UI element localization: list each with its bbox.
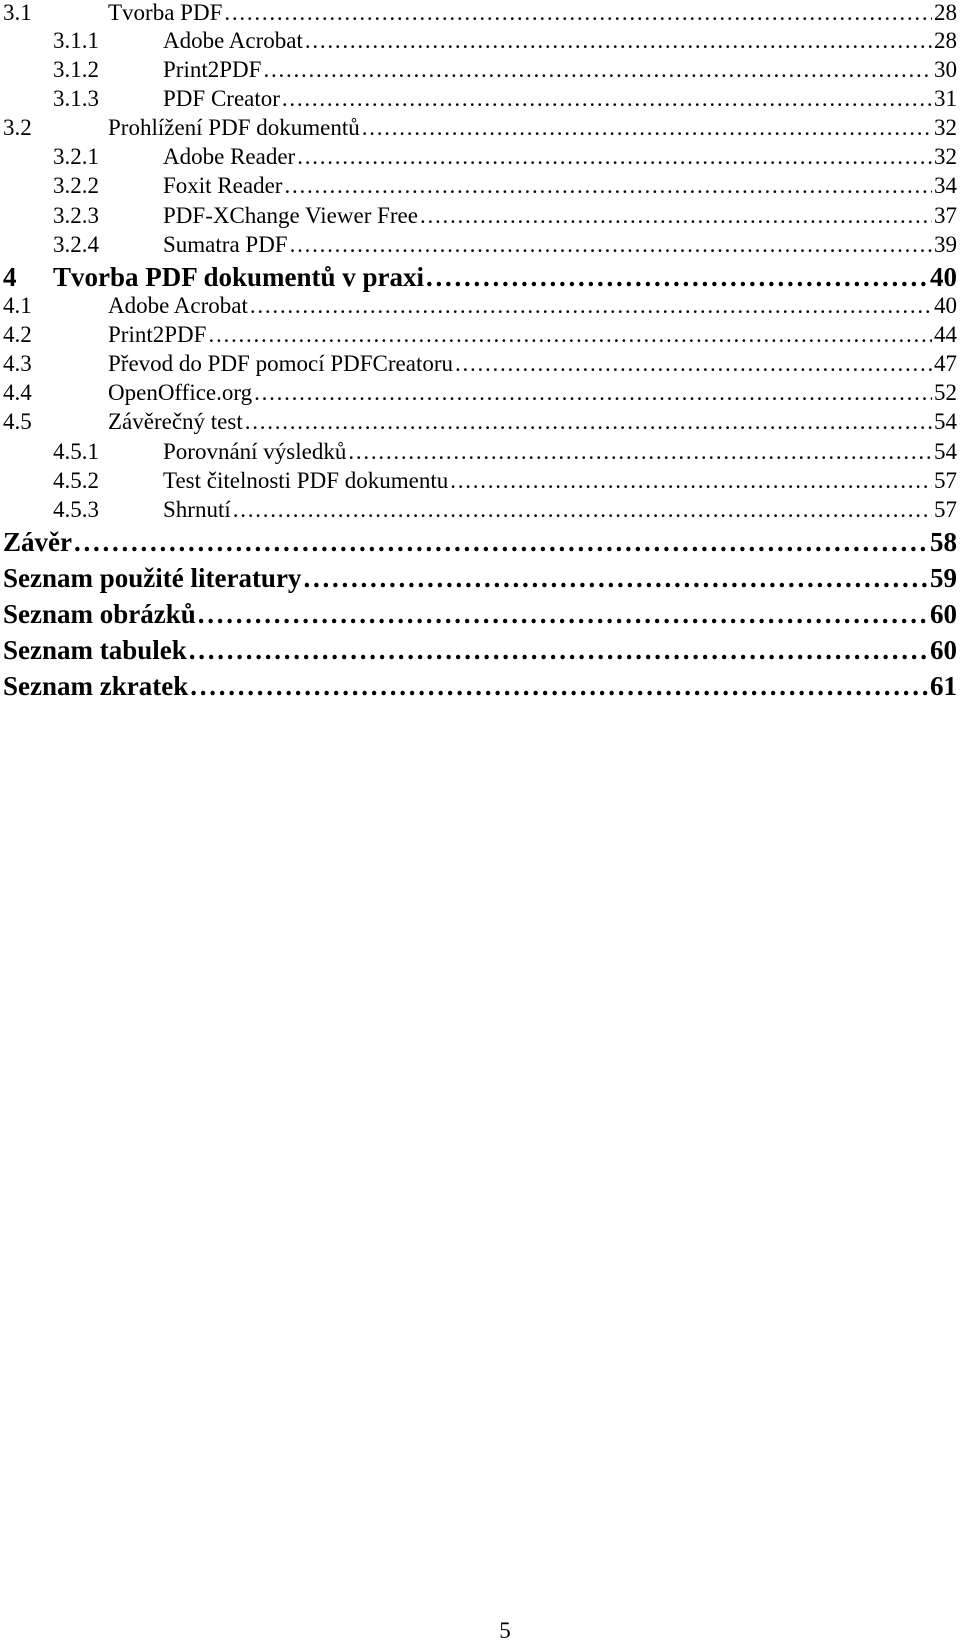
dot-leader (455, 351, 932, 377)
toc-entry-title: Seznam zkratek (3, 671, 189, 701)
toc-entry-number: 4.5.1 (53, 439, 99, 464)
toc-entry-page: 44 (934, 322, 957, 347)
dot-leader (284, 173, 932, 199)
toc-entry-title: Print2PDF (108, 322, 207, 347)
toc-entry[interactable] (0, 380, 957, 406)
dot-leader (305, 28, 932, 54)
toc-entry-number: 3.1.3 (53, 86, 99, 111)
toc-entry-title: Foxit Reader (163, 173, 283, 198)
toc-entry-page: 28 (934, 28, 957, 53)
dot-leader (250, 293, 932, 319)
page-number: 5 (499, 1618, 511, 1643)
toc-entry-page: 30 (934, 57, 957, 82)
toc-entry-title: Shrnutí (163, 497, 231, 522)
toc-entry-title: Seznam použité literatury (3, 563, 302, 593)
toc-entry[interactable] (0, 28, 957, 54)
toc-entry-title: PDF-XChange Viewer Free (163, 203, 418, 228)
toc-entry[interactable] (0, 115, 957, 141)
dot-leader (224, 0, 932, 26)
toc-entry-page: 40 (934, 293, 957, 318)
toc-entry[interactable] (0, 0, 957, 26)
dot-leader (426, 262, 928, 293)
toc-entry[interactable] (0, 468, 957, 494)
toc-entry[interactable] (0, 439, 957, 465)
toc-entry-title: Test čitelnosti PDF dokumentu (163, 468, 449, 493)
toc-entry-number: 4.1 (3, 293, 32, 318)
toc-entry-page: 52 (934, 380, 957, 405)
toc-entry-page: 60 (930, 635, 957, 665)
toc-entry-number: 4.5.2 (53, 468, 99, 493)
toc-entry-title: Převod do PDF pomocí PDFCreatoru (108, 351, 453, 376)
toc-entry[interactable] (0, 322, 957, 348)
toc-entry-number: 4.5.3 (53, 497, 99, 522)
toc-entry-number: 3.1 (3, 0, 32, 25)
toc-entry-number: 3.2.1 (53, 144, 99, 169)
toc-entry[interactable] (0, 635, 957, 666)
dot-leader (282, 86, 932, 112)
toc-entry-title: Seznam tabulek (3, 635, 187, 665)
toc-entry-title: OpenOffice.org (108, 380, 253, 405)
toc-entry[interactable] (0, 293, 957, 319)
toc-entry-page: 37 (934, 203, 957, 228)
toc-entry-title: Adobe Reader (163, 144, 296, 169)
dot-leader (198, 599, 928, 630)
toc-entry-page: 34 (934, 173, 957, 198)
toc-entry-page: 57 (934, 468, 957, 493)
toc-entry-title: Print2PDF (163, 57, 262, 82)
dot-leader (208, 322, 932, 348)
toc-entry-number: 3.2.3 (53, 203, 99, 228)
toc-entry-title: Seznam obrázků (3, 599, 196, 629)
toc-entry-page: 60 (930, 599, 957, 629)
toc-entry-page: 32 (934, 115, 957, 140)
toc-entry-page: 57 (934, 497, 957, 522)
toc-entry[interactable] (0, 351, 957, 377)
toc-entry-number: 4.5 (3, 409, 32, 434)
dot-leader (297, 144, 932, 170)
toc-entry-number: 3.2 (3, 115, 32, 140)
toc-entry-number: 4.4 (3, 380, 32, 405)
dot-leader (348, 439, 932, 465)
toc-entry-number: 3.2.2 (53, 173, 99, 198)
toc-entry-page: 54 (934, 409, 957, 434)
toc-entry-page: 28 (934, 0, 957, 25)
dot-leader (290, 232, 932, 258)
toc-entry[interactable] (0, 527, 957, 558)
toc-entry-title: Závěrečný test (108, 409, 243, 434)
toc-entry-title: PDF Creator (163, 86, 280, 111)
toc-entry[interactable] (0, 497, 957, 523)
dot-leader (362, 115, 932, 141)
dot-leader (74, 527, 928, 558)
dot-leader (450, 468, 932, 494)
dot-leader (190, 671, 928, 702)
dot-leader (303, 563, 928, 594)
toc-entry-number: 4 (3, 262, 17, 292)
toc-entry[interactable] (0, 671, 957, 702)
dot-leader (245, 409, 932, 435)
toc-entry[interactable] (0, 232, 957, 258)
toc-entry[interactable] (0, 262, 957, 293)
toc-entry-title: Tvorba PDF (108, 0, 223, 25)
dot-leader (420, 203, 932, 229)
toc-entry-title: Porovnání výsledků (163, 439, 347, 464)
dot-leader (263, 57, 932, 83)
toc-entry-page: 47 (934, 351, 957, 376)
toc-entry-page: 32 (934, 144, 957, 169)
toc-entry-number: 4.2 (3, 322, 32, 347)
toc-entry[interactable] (0, 173, 957, 199)
toc-entry-number: 4.3 (3, 351, 32, 376)
dot-leader (233, 497, 932, 523)
toc-entry-page: 61 (930, 671, 957, 701)
toc-entry-page: 59 (930, 563, 957, 593)
toc-entry-page: 40 (930, 262, 957, 292)
toc-entry-title: Prohlížení PDF dokumentů (108, 115, 360, 140)
toc-entry[interactable] (0, 409, 957, 435)
toc-entry[interactable] (0, 599, 957, 630)
toc-entry[interactable] (0, 563, 957, 594)
dot-leader (189, 635, 928, 666)
toc-entry-number: 3.1.2 (53, 57, 99, 82)
toc-entry-page: 58 (930, 527, 957, 557)
toc-entry-page: 54 (934, 439, 957, 464)
toc-entry-page: 39 (934, 232, 957, 257)
toc-entry[interactable] (0, 203, 957, 229)
toc-entry[interactable] (0, 86, 957, 112)
toc-entry-page: 31 (934, 86, 957, 111)
toc-entry-title: Adobe Acrobat (163, 28, 303, 53)
toc-entry-title: Tvorba PDF dokumentů v praxi (53, 262, 425, 292)
toc-entry[interactable] (0, 57, 957, 83)
toc-entry-title: Adobe Acrobat (108, 293, 248, 318)
toc-entry-number: 3.2.4 (53, 232, 99, 257)
toc-entry-title: Závěr (3, 527, 72, 557)
toc-entry-number: 3.1.1 (53, 28, 99, 53)
toc-entry-title: Sumatra PDF (163, 232, 288, 257)
toc-entry[interactable] (0, 144, 957, 170)
dot-leader (254, 380, 932, 406)
